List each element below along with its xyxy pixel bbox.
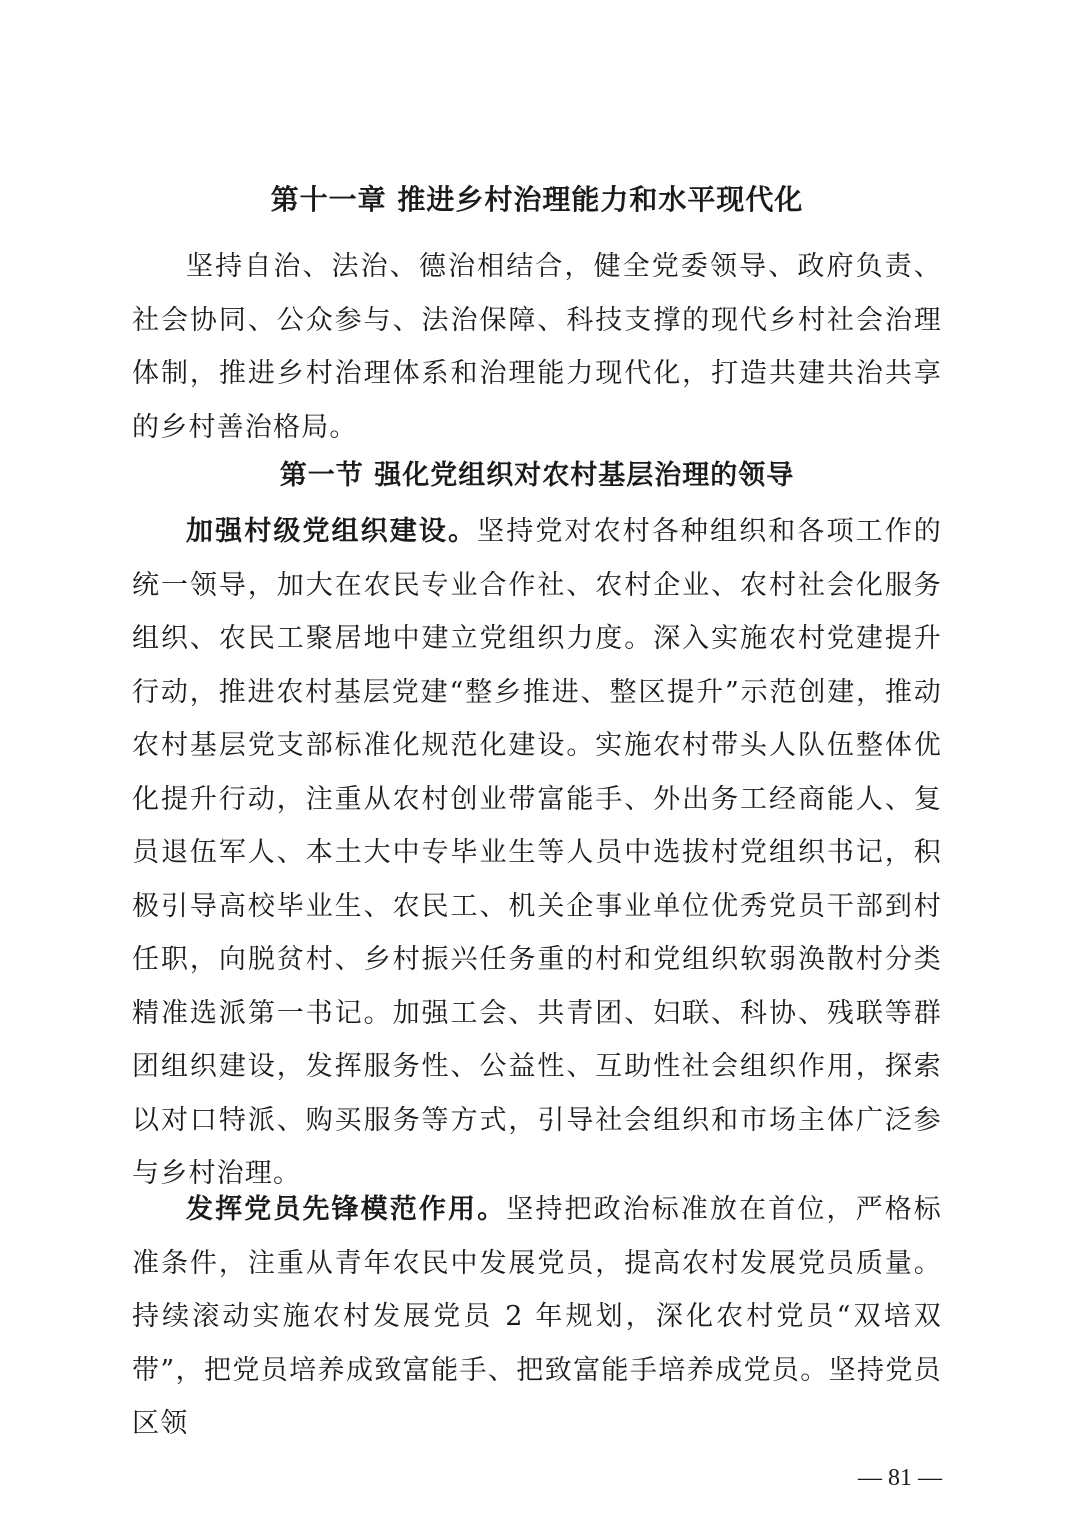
paragraph-body-text: 坚持党对农村各种组织和各项工作的统一领导，加大在农民专业合作社、农村企业、农村社会化服务组织、农民工聚居地中建立党组织力度。深入实施农村党建提升行动，推进农村基层党建“整乡推进、整区提升”示范创建，推动农村基层党支部标准化规范化建设。实施农村带头人队伍整体优化提升行动，注重从农村创业带富能手、外出务工经商能人、复员退伍军人、本土大中专毕业生等人员中选拔村党组织书记，积极引导高校毕业生、农民工、机关企事业单位优秀党员干部到村任职，向脱贫村、乡村振兴任务重的村和党组织软弱涣散村分类精准选派第一书记。加强工会、共青团、妇联、科协、残联等群团组织建设，发挥服务性、公益性、互助性社会组织作用，探索以对口特派、购买服务等方式，引导社会组织和市场主体广泛参与乡村治理。 [132, 516, 943, 1189]
paragraph-party-members [132, 1183, 942, 1451]
document-page [132, 0, 942, 1520]
page-number: — 81 — [858, 1465, 942, 1491]
paragraph-party-organization [132, 505, 942, 1201]
paragraph-lead-heading: 发挥党员先锋模范作用。 [186, 1194, 507, 1225]
paragraph-lead-heading: 加强村级党组织建设。 [186, 516, 478, 547]
chapter-intro-paragraph: 坚持自治、法治、德治相结合，健全党委领导、政府负责、社会协同、公众参与、法治保障、科技支撑的现代乡村社会治理体制，推进乡村治理体系和治理能力现代化，打造共建共治共享的乡村善治格局。 [132, 251, 942, 443]
paragraph-body-text: 坚持把政治标准放在首位，严格标准条件，注重从青年农民中发展党员，提高农村发展党员质量。持续滚动实施农村发展党员 2 年规划，深化农村党员“双培双带”，把党员培养成致富能手、把致富能手培养成党员。坚持党员区领 [132, 1194, 942, 1439]
section-title: 第一节 强化党组织对农村基层治理的领导 [279, 460, 795, 491]
chapter-title: 第十一章 推进乡村治理能力和水平现代化 [270, 183, 804, 216]
